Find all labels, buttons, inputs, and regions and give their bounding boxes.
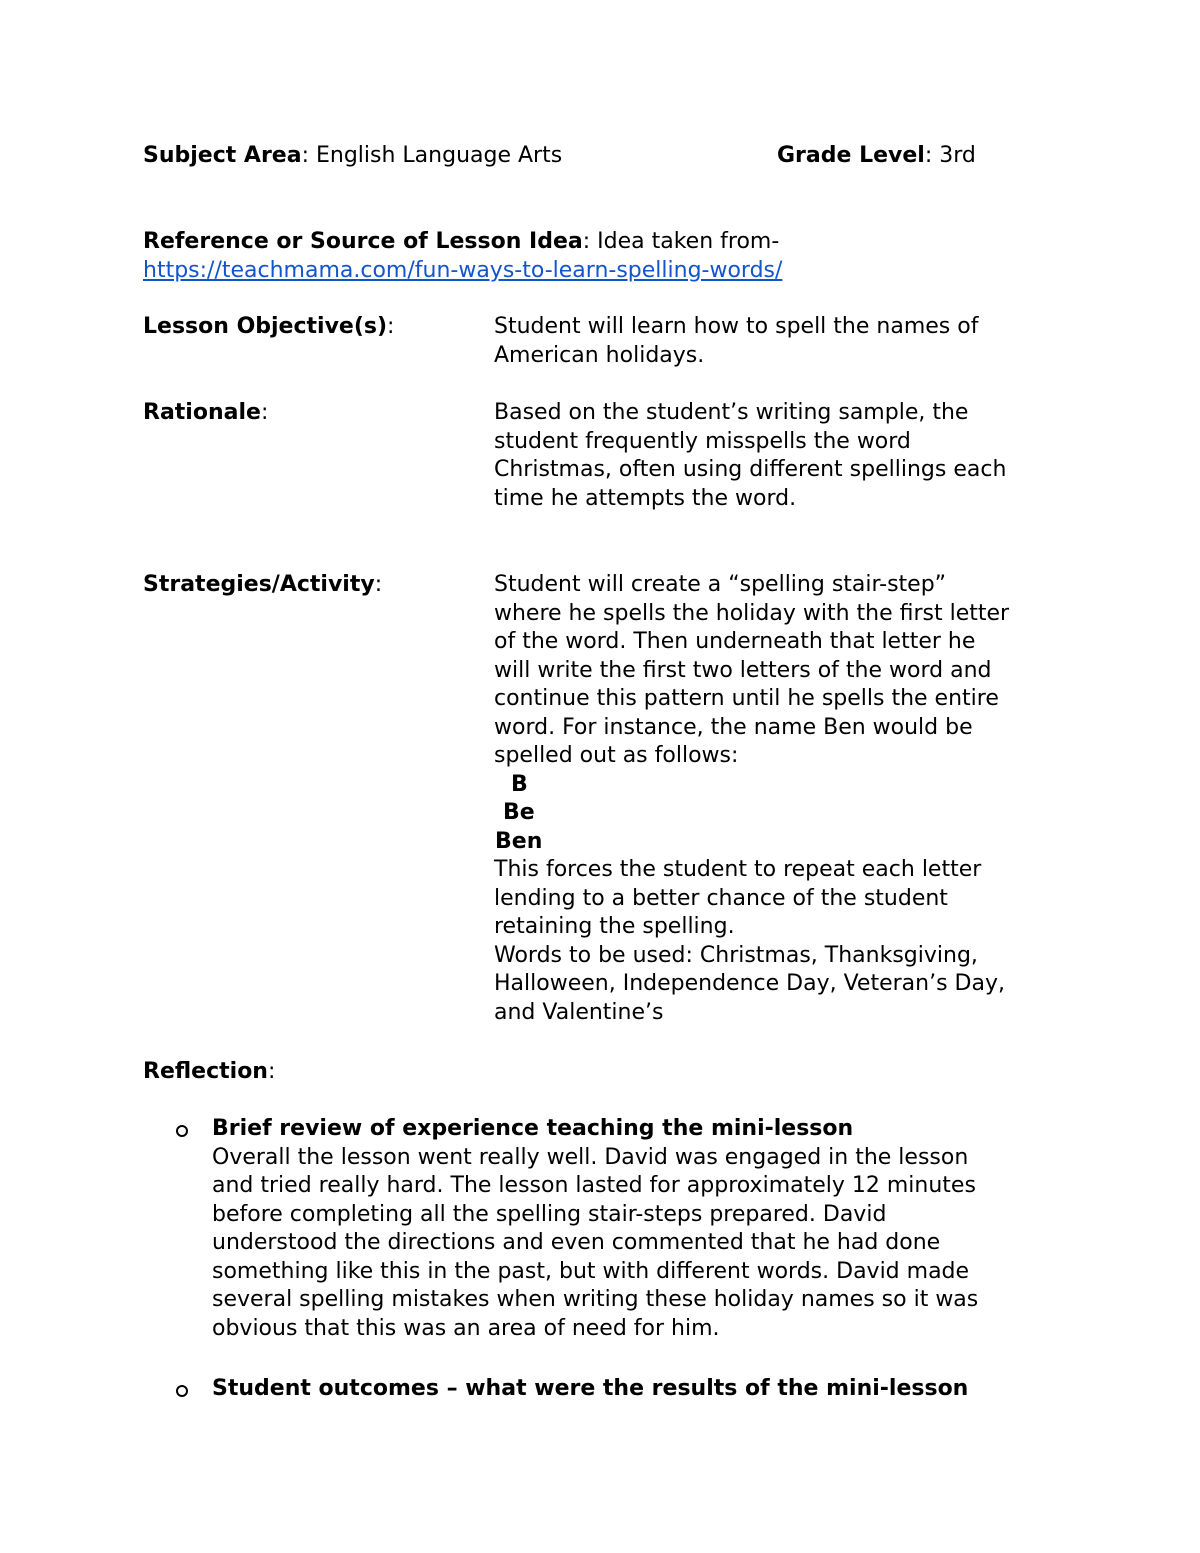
strategies-line: spelled out as follows: [494, 743, 739, 768]
stair-step-2: Be [503, 800, 535, 825]
subject-area-sep: : [301, 143, 316, 168]
reflection-item-line: and tried really hard. The lesson lasted for approximately 12 minutes [212, 1173, 976, 1198]
rationale-line: Based on the student’s writing sample, the [494, 400, 969, 425]
rationale-text [494, 399, 1094, 513]
strategies-line: where he spells the holiday with the first letter [494, 600, 1010, 626]
strategies-line: Halloween, Independence Day, Veteran’s Day, [494, 971, 1005, 996]
reflection-sep: : [267, 1059, 276, 1084]
strategies-line: will write the first two letters of the word and [494, 657, 992, 683]
subject-area-value: English Language Arts [315, 143, 563, 168]
stair-step-1: B [511, 771, 528, 797]
reference-label: Reference or Source of Lesson Idea [143, 229, 583, 254]
reference-text: Idea taken from- [597, 229, 780, 254]
grade-level [777, 142, 976, 171]
reference-section [143, 228, 782, 285]
reflection-label: Reflection [143, 1059, 268, 1084]
reflection-item-heading: Brief review of experience teaching the mini-lesson [212, 1116, 854, 1141]
rationale-line: Christmas, often using different spellings each [494, 457, 1007, 482]
strategies-line: retaining the spelling. [494, 914, 735, 939]
reflection-item-line: several spelling mistakes when writing these holiday names so it was [212, 1287, 979, 1312]
strategies-line: and Valentine’s [494, 999, 664, 1025]
strategies-line: lending to a better chance of the student [494, 885, 948, 911]
reference-link[interactable]: https://teachmama.com/fun-ways-to-learn-spelling-words/ [143, 257, 783, 283]
strategies-line: of the word. Then underneath that letter he [494, 629, 976, 654]
strategies-line: word. For instance, the name Ben would be [494, 714, 973, 740]
objective-label-block [143, 313, 394, 342]
grade-level-value: 3rd [939, 143, 976, 168]
reflection-item-line: before completing all the spelling stair-steps prepared. David [212, 1201, 887, 1227]
rationale-line: time he attempts the word. [494, 485, 797, 511]
subject-area-label: Subject Area [143, 143, 302, 168]
strategies-line: continue this pattern until he spells the entire [494, 686, 999, 711]
reflection-label-block [143, 1058, 275, 1087]
hollow-circle-bullet-icon [176, 1385, 188, 1397]
grade-level-label: Grade Level [777, 143, 925, 168]
reflection-item-line: understood the directions and even commented that he had done [212, 1230, 941, 1255]
hollow-circle-bullet-icon [176, 1125, 188, 1137]
stair-step-3: Ben [495, 828, 543, 854]
rationale-line: student frequently misspells the word [494, 428, 911, 454]
rationale-label: Rationale [143, 400, 261, 425]
strategies-label-block [143, 571, 382, 600]
objective-line: American holidays. [494, 342, 705, 368]
grade-level-sep: : [924, 143, 940, 168]
reflection-item [212, 1375, 1112, 1404]
reflection-item-line: something like this in the past, but with different words. David made [212, 1258, 970, 1284]
strategies-label: Strategies/Activity [143, 572, 375, 597]
objective-line: Student will learn how to spell the names of [494, 314, 979, 339]
reflection-item [212, 1115, 1112, 1343]
strategies-line: This forces the student to repeat each letter [494, 857, 982, 882]
rationale-sep: : [260, 400, 269, 425]
strategies-line: Student will create a “spelling stair-step” [494, 572, 947, 597]
strategies-text [494, 571, 1094, 1027]
strategies-sep: : [374, 572, 383, 597]
objective-text [494, 313, 1094, 370]
strategies-line: Words to be used: Christmas, Thanksgiving, [494, 942, 978, 968]
rationale-label-block [143, 399, 268, 428]
reflection-item-line: Overall the lesson went really well. David was engaged in the lesson [212, 1144, 969, 1170]
reflection-item-heading: Student outcomes – what were the results of the mini-lesson [212, 1376, 969, 1401]
reflection-item-line: obvious that this was an area of need for him. [212, 1315, 720, 1341]
subject-area [143, 142, 562, 171]
objective-label: Lesson Objective(s) [143, 314, 388, 339]
reference-sep: : [582, 229, 598, 254]
objective-sep: : [387, 314, 395, 339]
